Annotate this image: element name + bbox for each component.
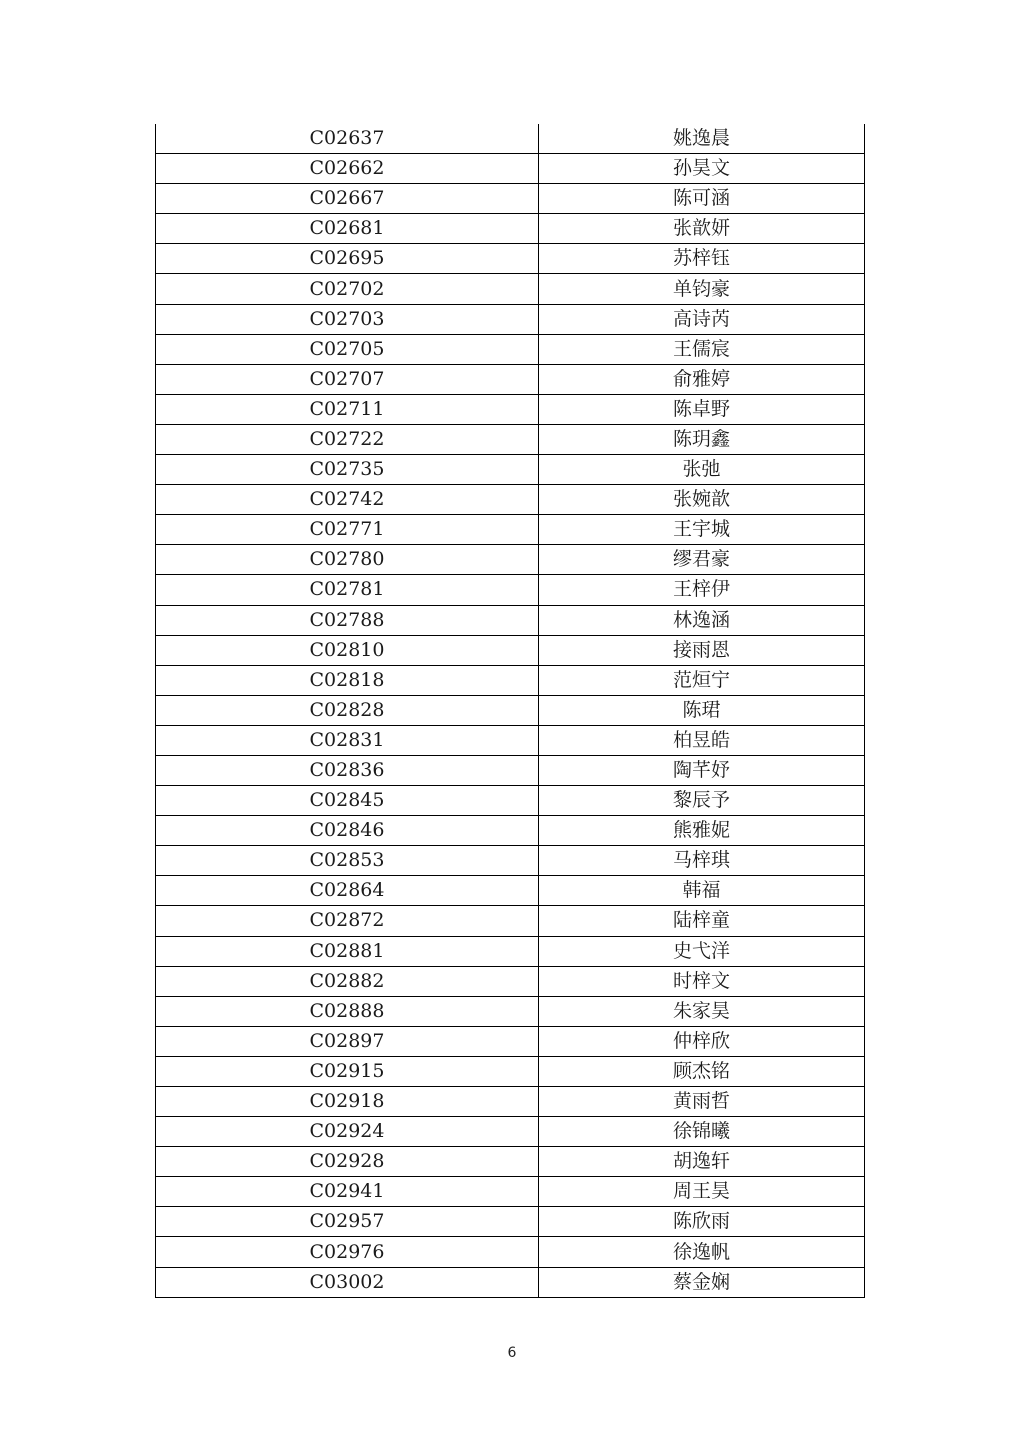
name-cell: 史弋洋 [539,936,865,966]
name-cell: 蔡金娴 [539,1267,865,1297]
id-cell: C02818 [156,665,539,695]
id-cell: C02703 [156,304,539,334]
table-row [156,1117,865,1147]
name-cell: 陈珺 [539,695,865,725]
id-cell: C02872 [156,906,539,936]
table-row [156,424,865,454]
name-cell: 黎辰予 [539,786,865,816]
name-cell: 仲梓欣 [539,1026,865,1056]
id-cell: C02864 [156,876,539,906]
roster-table-body [156,124,865,1297]
table-row [156,1237,865,1267]
table-row [156,545,865,575]
id-cell: C02722 [156,424,539,454]
table-row [156,725,865,755]
table-row [156,936,865,966]
table-row [156,184,865,214]
id-cell: C02810 [156,635,539,665]
name-cell: 陶芊妤 [539,755,865,785]
name-cell: 陈可涵 [539,184,865,214]
name-cell: 张弛 [539,455,865,485]
table-row [156,605,865,635]
id-cell: C02735 [156,455,539,485]
table-row [156,124,865,154]
id-cell: C02882 [156,966,539,996]
table-row [156,1267,865,1297]
name-cell: 王梓伊 [539,575,865,605]
table-row [156,244,865,274]
name-cell: 张歆妍 [539,214,865,244]
name-cell: 高诗芮 [539,304,865,334]
name-cell: 俞雅婷 [539,364,865,394]
name-cell: 张婉歆 [539,485,865,515]
name-cell: 周王昊 [539,1177,865,1207]
id-cell: C02788 [156,605,539,635]
table-row [156,274,865,304]
id-cell: C02771 [156,515,539,545]
page-number: 6 [507,1345,517,1361]
id-cell: C02845 [156,786,539,816]
id-cell: C02881 [156,936,539,966]
name-cell: 陆梓童 [539,906,865,936]
id-cell: C02742 [156,485,539,515]
id-cell: C02780 [156,545,539,575]
name-cell: 缪君豪 [539,545,865,575]
name-cell: 熊雅妮 [539,816,865,846]
table-row [156,455,865,485]
table-row [156,515,865,545]
name-cell: 柏昱皓 [539,725,865,755]
name-cell: 苏梓钰 [539,244,865,274]
roster-table [155,124,865,1298]
name-cell: 徐逸帆 [539,1237,865,1267]
id-cell: C02695 [156,244,539,274]
name-cell: 时梓文 [539,966,865,996]
name-cell: 范烜宁 [539,665,865,695]
table-row [156,755,865,785]
id-cell: C03002 [156,1267,539,1297]
name-cell: 徐锦曦 [539,1117,865,1147]
table-row [156,665,865,695]
id-cell: C02781 [156,575,539,605]
table-row [156,846,865,876]
name-cell: 韩福 [539,876,865,906]
name-cell: 孙昊文 [539,154,865,184]
id-cell: C02846 [156,816,539,846]
name-cell: 姚逸晨 [539,124,865,154]
table-row [156,635,865,665]
table-row [156,1026,865,1056]
name-cell: 陈玥鑫 [539,424,865,454]
table-row [156,1056,865,1086]
id-cell: C02828 [156,695,539,725]
table-row [156,1087,865,1117]
id-cell: C02924 [156,1117,539,1147]
table-row [156,394,865,424]
table-row [156,1147,865,1177]
name-cell: 胡逸轩 [539,1147,865,1177]
table-row [156,695,865,725]
id-cell: C02702 [156,274,539,304]
id-cell: C02915 [156,1056,539,1086]
name-cell: 黄雨哲 [539,1087,865,1117]
id-cell: C02711 [156,394,539,424]
name-cell: 顾杰铭 [539,1056,865,1086]
id-cell: C02918 [156,1087,539,1117]
table-row [156,1207,865,1237]
table-row [156,334,865,364]
table-row [156,966,865,996]
id-cell: C02836 [156,755,539,785]
table-row [156,214,865,244]
id-cell: C02705 [156,334,539,364]
id-cell: C02941 [156,1177,539,1207]
name-cell: 接雨恩 [539,635,865,665]
name-cell: 王儒宸 [539,334,865,364]
name-cell: 王宇城 [539,515,865,545]
table-row [156,786,865,816]
id-cell: C02707 [156,364,539,394]
table-row [156,364,865,394]
name-cell: 林逸涵 [539,605,865,635]
table-row [156,154,865,184]
table-row [156,996,865,1026]
id-cell: C02662 [156,154,539,184]
id-cell: C02853 [156,846,539,876]
name-cell: 陈欣雨 [539,1207,865,1237]
id-cell: C02681 [156,214,539,244]
table-row [156,485,865,515]
id-cell: C02928 [156,1147,539,1177]
id-cell: C02831 [156,725,539,755]
id-cell: C02888 [156,996,539,1026]
name-cell: 马梓琪 [539,846,865,876]
name-cell: 朱家昊 [539,996,865,1026]
id-cell: C02976 [156,1237,539,1267]
table-row [156,304,865,334]
table-row [156,816,865,846]
table-row [156,1177,865,1207]
table-row [156,575,865,605]
table-row [156,906,865,936]
id-cell: C02957 [156,1207,539,1237]
name-cell: 单钧豪 [539,274,865,304]
table-row [156,876,865,906]
name-cell: 陈卓野 [539,394,865,424]
id-cell: C02667 [156,184,539,214]
id-cell: C02897 [156,1026,539,1056]
id-cell: C02637 [156,124,539,154]
